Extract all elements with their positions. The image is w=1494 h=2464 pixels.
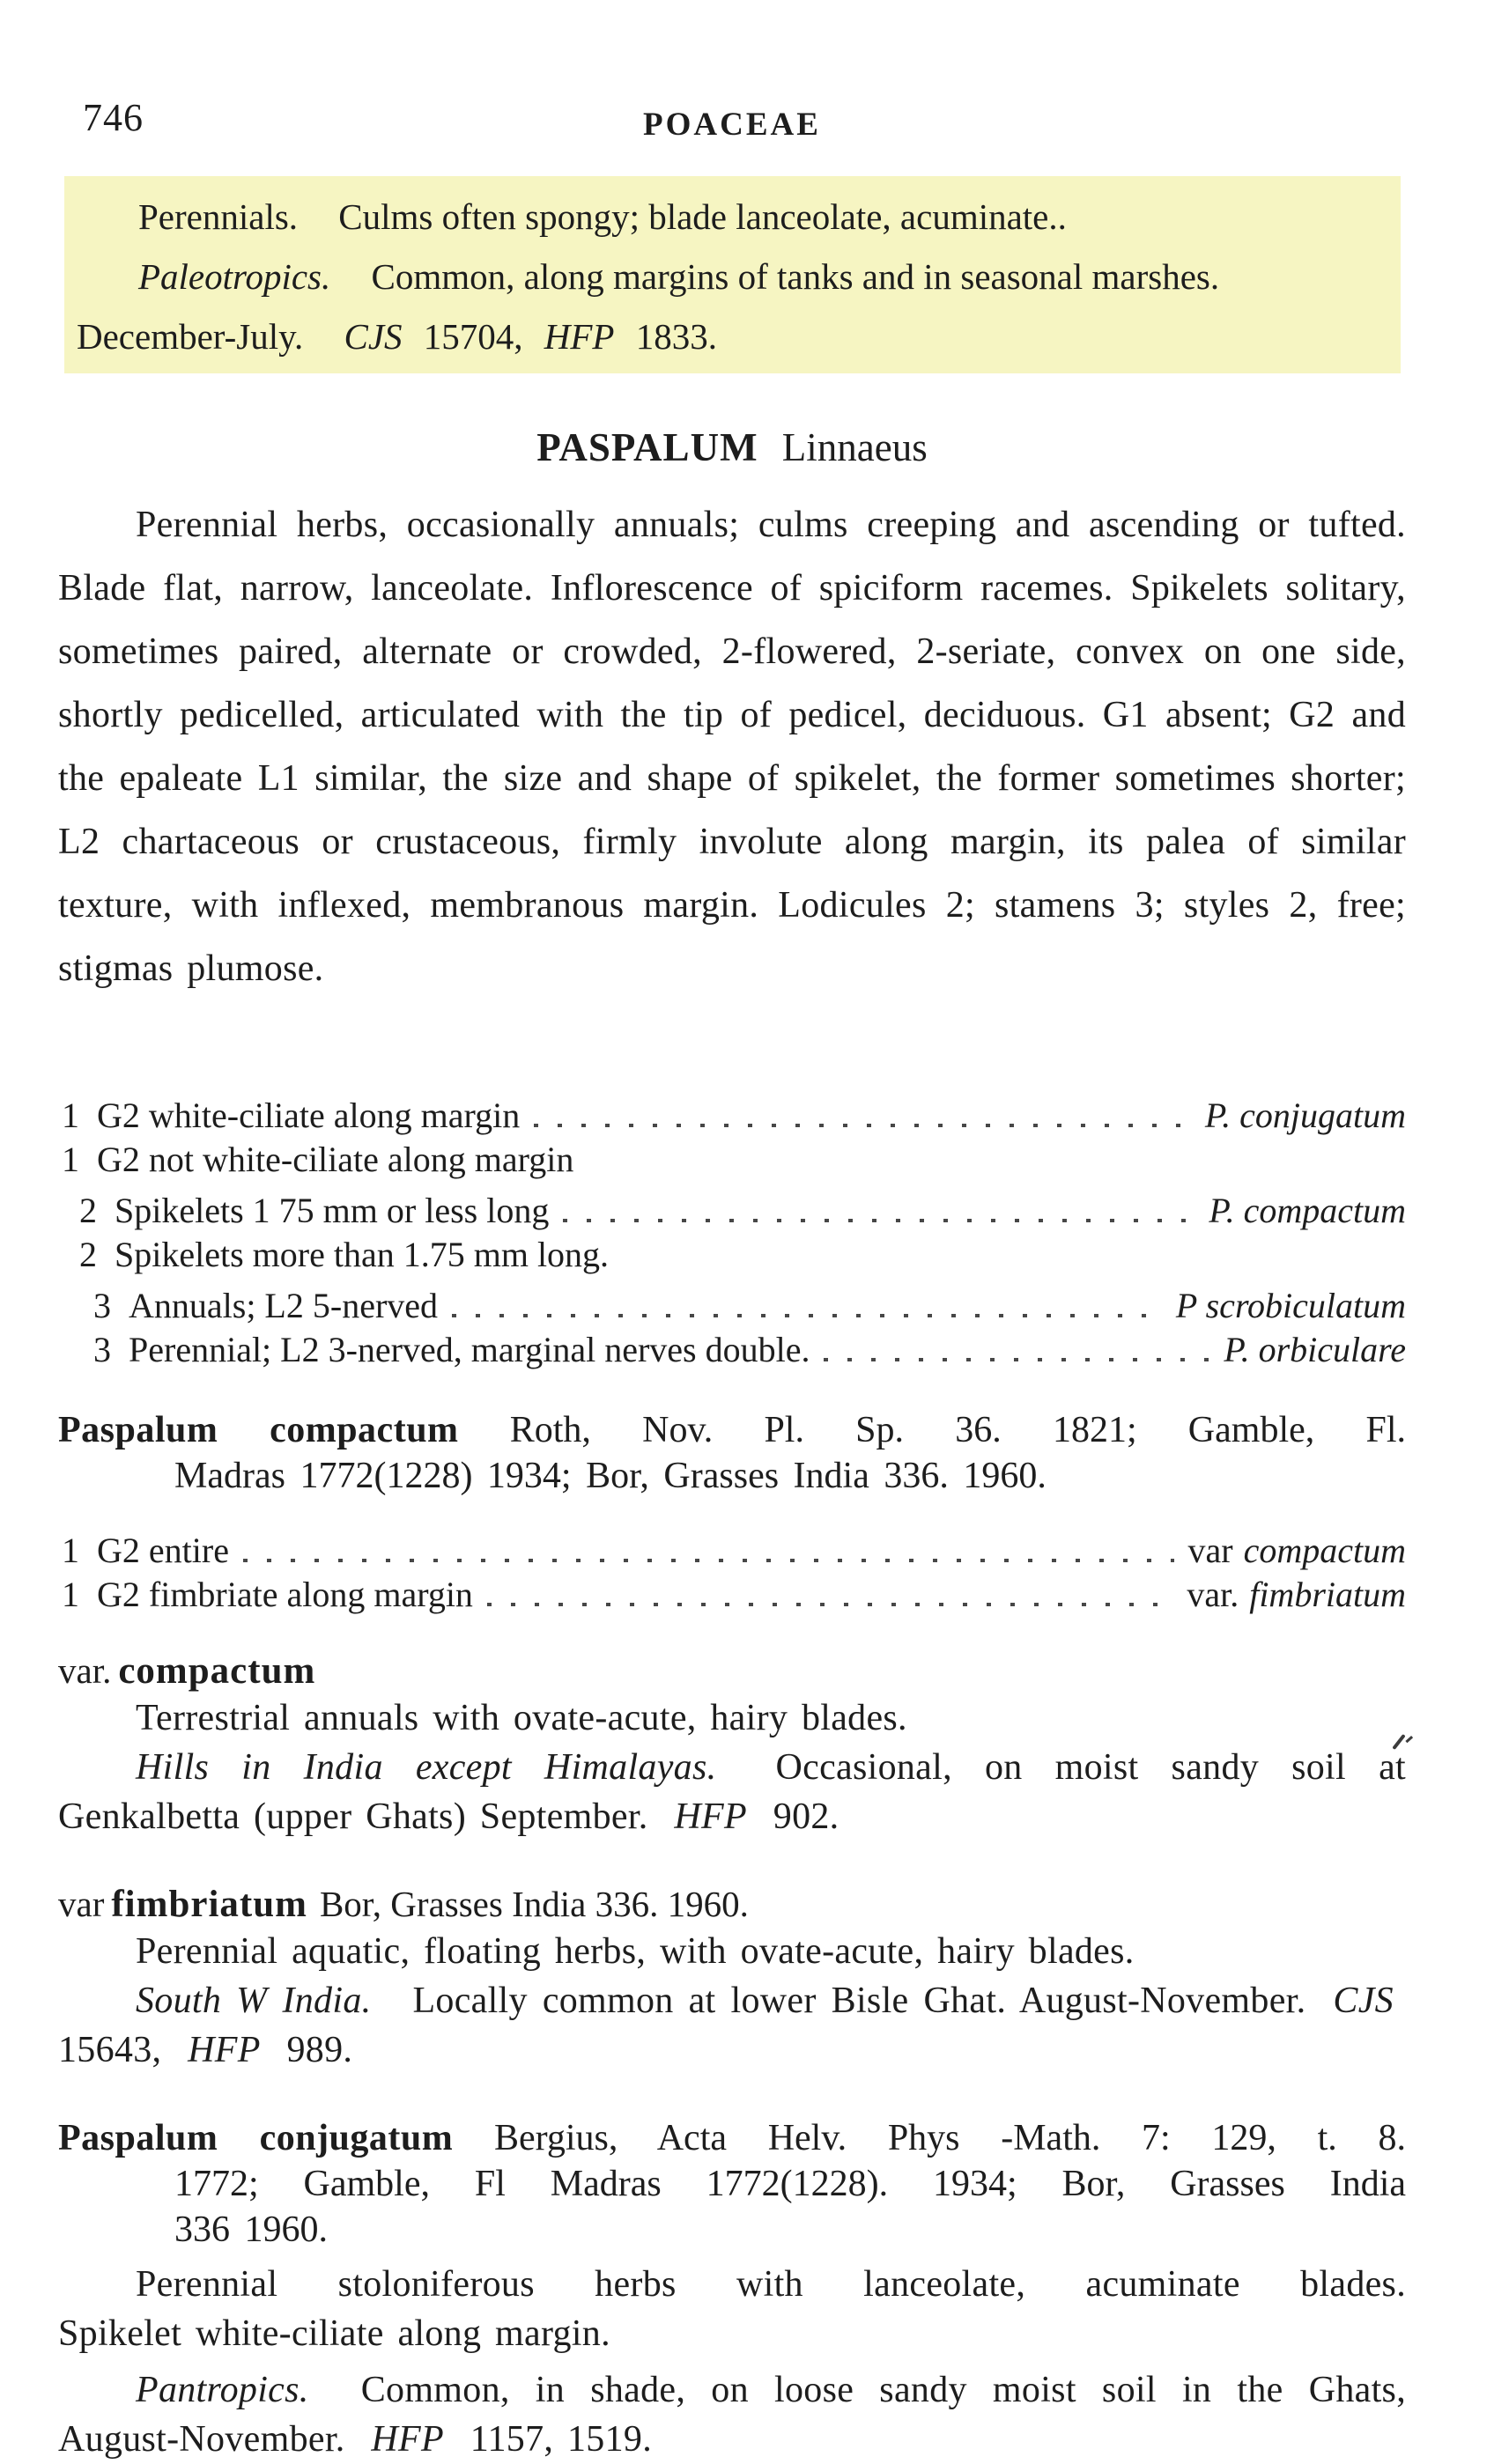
dotted-leader	[563, 1219, 1194, 1222]
key-number: 1	[62, 1140, 79, 1179]
collection-cjs-label: CJS	[344, 316, 403, 357]
distribution-text: Common, along margins of tanks and in seasonal marshes.	[371, 256, 1220, 297]
dotted-leader	[824, 1358, 1209, 1361]
highlight-phenology-line	[77, 306, 1387, 366]
collection-cjs-number: 15704,	[423, 316, 523, 357]
key-row	[58, 1233, 1406, 1277]
species-distribution	[58, 2365, 1406, 2464]
species-citation-continued: Madras 1772(1228) 1934; Bor, Grasses India 336. 1960.	[174, 1456, 1047, 1496]
variety-distribution	[58, 1743, 1406, 1841]
distribution-range: South W India.	[136, 1981, 372, 2021]
key-text: G2 not white-ciliate along margin	[97, 1140, 574, 1179]
key-text: Annuals; L2 5-nerved	[129, 1286, 439, 1325]
collection-hfp-number: 902.	[773, 1796, 839, 1837]
highlight-block	[64, 176, 1401, 373]
distribution-range: Hills in India except Himalayas.	[136, 1747, 717, 1788]
key-number: 2	[79, 1235, 97, 1274]
key-text: G2 entire	[97, 1531, 229, 1570]
dotted-leader	[452, 1314, 1162, 1317]
species-citation: Roth, Nov. Pl. Sp. 36. 1821; Gamble, Fl.	[509, 1410, 1406, 1450]
variety-key	[58, 1529, 1406, 1617]
key-row	[58, 1328, 1406, 1372]
key-row	[58, 1189, 1406, 1233]
key-number: 1	[62, 1096, 79, 1135]
species-key	[58, 1094, 1406, 1372]
key-species: P. compactum	[1209, 1191, 1406, 1230]
key-text: Perennial; L2 3-nerved, marginal nerves double.	[129, 1330, 810, 1369]
species-name: Paspalum conjugatum	[58, 2118, 454, 2158]
key-row	[58, 1138, 1406, 1182]
variety-description: Terrestrial annuals with ovate-acute, hairy blades.	[136, 1698, 907, 1738]
variety-label: var.	[1187, 1575, 1239, 1614]
variety-distribution	[58, 1976, 1406, 2075]
variety-citation: Bor, Grasses India 336. 1960.	[319, 1884, 749, 1924]
species-description-line: Spikelet white-ciliate along margin.	[58, 2313, 610, 2354]
variety-label: var	[1187, 1531, 1233, 1570]
variety-name: compactum	[118, 1650, 316, 1692]
variety-name: fimbriatum	[1249, 1575, 1406, 1614]
distribution-text: Locally common at lower Bisle Ghat. August-November.	[412, 1981, 1306, 2021]
variety-label: var	[58, 1884, 105, 1924]
species-citation-continued: 336 1960.	[174, 2209, 328, 2250]
habit-text: Culms often spongy; blade lanceolate, acuminate..	[338, 196, 1067, 237]
habit-label: Perennials.	[138, 196, 299, 237]
variety-name: compactum	[1243, 1531, 1406, 1570]
species-heading-conjugatum	[58, 2115, 1406, 2161]
dotted-leader	[487, 1603, 1172, 1606]
key-number: 1	[62, 1575, 79, 1614]
collection-cjs-number: 15643,	[58, 2030, 162, 2070]
variety-label: var.	[58, 1650, 112, 1691]
distribution-label: Paleotropics.	[138, 256, 331, 297]
distribution-range: Pantropics.	[136, 2370, 309, 2410]
species-heading-compactum	[58, 1407, 1406, 1453]
collection-hfp-label: HFP	[371, 2419, 444, 2460]
highlight-distribution-line	[77, 247, 1387, 306]
key-text: Spikelets 1 75 mm or less long	[115, 1191, 550, 1230]
key-row	[58, 1284, 1406, 1328]
key-number: 3	[93, 1330, 111, 1369]
collection-hfp-label: HFP	[544, 316, 615, 357]
key-row	[58, 1529, 1406, 1573]
key-number: 1	[62, 1531, 79, 1570]
variety-heading-fimbriatum	[58, 1882, 1406, 1927]
page-header	[58, 93, 1406, 144]
dotted-leader	[534, 1124, 1191, 1127]
species-name: Paspalum compactum	[58, 1410, 459, 1450]
distribution-text: Common, in shade, on loose sandy moist soil in the Ghats, August-November.	[58, 2370, 1406, 2460]
genus-name: PASPALUM	[536, 425, 758, 469]
genus-description: Perennial herbs, occasionally annuals; culms creeping and ascending or tufted. Blade flat, narrow, lanceolate. Inflorescence of spiciform racemes. Spikelets solitary, sometimes paired, alternate or crowded, 2-flowered, 2-seriate, convex on one side, shortly pedicelled, articulated with the tip of pedicel, deciduous. G1 absent; G2 and the epaleate L1 similar, the size and shape of spikelet, the former sometimes shorter; L2 chartaceous or crustaceous, firmly involute along margin, its palea of similar texture, with inflexed, membranous margin. Lodicules 2; stamens 3; styles 2, free; stigmas plumose.	[58, 505, 1406, 989]
key-row	[58, 1573, 1406, 1617]
collection-hfp-number: 1833.	[635, 316, 717, 357]
key-row	[58, 1094, 1406, 1138]
variety-heading-compactum	[58, 1649, 1406, 1693]
collection-cjs-label: CJS	[1333, 1981, 1394, 2021]
key-species: P. orbiculare	[1224, 1330, 1406, 1369]
key-text: Spikelets more than 1.75 mm long.	[115, 1235, 610, 1274]
key-number: 2	[79, 1191, 97, 1230]
key-species: P scrobiculatum	[1175, 1286, 1406, 1325]
key-text: G2 white-ciliate along margin	[97, 1096, 521, 1135]
variety-name: fimbriatum	[111, 1884, 307, 1925]
species-citation: Bergius, Acta Helv. Phys -Math. 7: 129, t. 8.	[493, 2118, 1406, 2158]
collection-hfp-number: 989.	[286, 2030, 353, 2070]
key-text: G2 fimbriate along margin	[97, 1575, 473, 1614]
family-header: POACEAE	[643, 107, 821, 143]
key-number: 3	[93, 1286, 111, 1325]
collection-hfp-label: HFP	[188, 2030, 261, 2070]
species-citation-continued: 1772; Gamble, Fl Madras 1772(1228). 1934; Bor, Grasses India	[174, 2164, 1406, 2204]
key-species: P. conjugatum	[1204, 1096, 1406, 1135]
genus-author: Linnaeus	[781, 425, 928, 469]
page-number: 746	[83, 96, 144, 139]
collection-hfp-label: HFP	[674, 1796, 747, 1837]
species-description-line: Perennial stoloniferous herbs with lanceolate, acuminate blades.	[136, 2264, 1406, 2305]
genus-heading	[58, 423, 1406, 472]
highlight-habit-line	[77, 187, 1387, 247]
phenology-label: December-July.	[77, 316, 304, 357]
dotted-leader	[243, 1559, 1174, 1562]
distribution-text: Occasional, on moist sandy soil at Genkalbetta (upper Ghats) September.	[58, 1747, 1406, 1837]
collection-hfp-number: 1157, 1519.	[470, 2419, 653, 2460]
variety-description: Perennial aquatic, floating herbs, with ovate-acute, hairy blades.	[136, 1931, 1135, 1972]
